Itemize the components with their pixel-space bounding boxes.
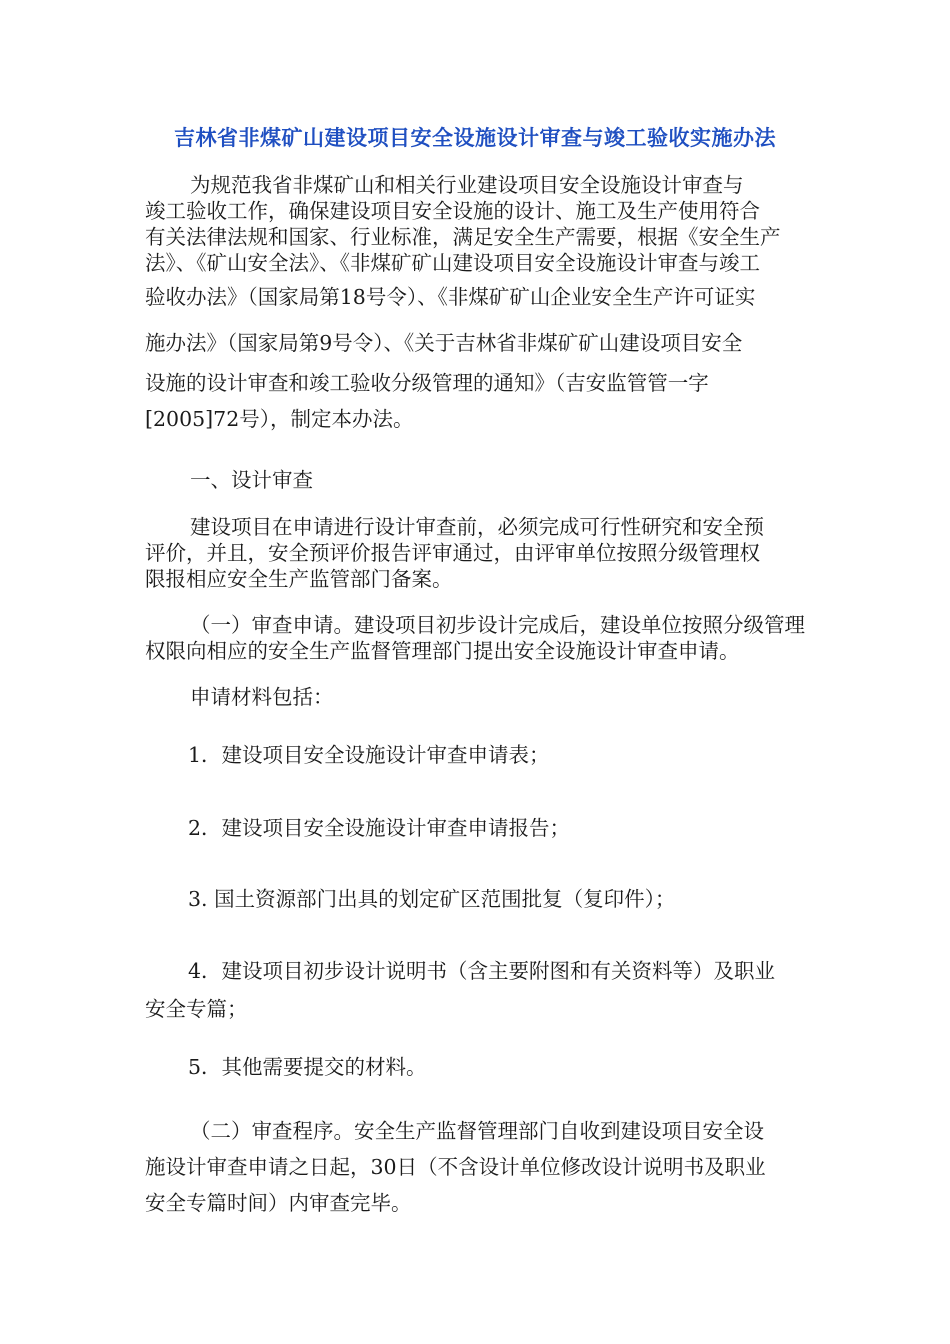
material-item-4-line-2: 安全专篇； [145,997,248,1021]
intro-line-4: 法》、《矿山安全法》、《非煤矿矿山建设项目安全设施设计审查与竣工 [145,251,760,275]
intro-line-1: 为规范我省非煤矿山和相关行业建设项目安全设施设计审查与 [190,173,744,197]
sub1-line-1: （一）审查申请。建设项目初步设计完成后，建设单位按照分级管理 [190,613,805,637]
material-item-4-line-1: 4．建设项目初步设计说明书（含主要附图和有关资料等）及职业 [188,959,776,983]
material-item-5: 5．其他需要提交的材料。 [188,1055,427,1079]
sub1-line-2: 权限向相应的安全生产监督管理部门提出安全设施设计审查申请。 [145,639,740,663]
intro-line-2: 竣工验收工作，确保建设项目安全设施的设计、施工及生产使用符合 [145,199,760,223]
intro-line-5: 验收办法》（国家局第18号令）、《非煤矿矿山企业安全生产许可证实 [145,285,756,309]
sub2-line-3: 安全专篇时间）内审查完毕。 [145,1191,412,1215]
intro-line-3: 有关法律法规和国家、行业标准，满足安全生产需要，根据《安全生产 [145,225,781,249]
material-item-2: 2．建设项目安全设施设计审查申请报告； [188,816,571,840]
materials-label: 申请材料包括： [190,685,334,709]
section1-para-line-3: 限报相应安全生产监管部门备案。 [145,567,453,591]
document-title: 吉林省非煤矿山建设项目安全设施设计审查与竣工验收实施办法 [174,126,776,150]
section1-para-line-2: 评价，并且，安全预评价报告评审通过，由评审单位按照分级管理权 [145,541,760,565]
section1-heading: 一、设计审查 [190,468,313,492]
intro-line-7: 设施的设计审查和竣工验收分级管理的通知》（吉安监管管一字 [145,371,709,395]
sub2-line-2: 施设计审查申请之日起，30日（不含设计单位修改设计说明书及职业 [145,1155,766,1179]
intro-line-6: 施办法》（国家局第9号令）、《关于吉林省非煤矿矿山建设项目安全 [145,331,743,355]
intro-line-8: [2005]72号），制定本办法。 [145,407,414,431]
section1-para-line-1: 建设项目在申请进行设计审查前，必须完成可行性研究和安全预 [190,515,764,539]
material-item-1: 1．建设项目安全设施设计审查申请表； [188,743,550,767]
sub2-line-1: （二）审查程序。安全生产监督管理部门自收到建设项目安全设 [190,1119,764,1143]
material-item-3: 3. 国土资源部门出具的划定矿区范围批复（复印件）； [188,887,676,911]
